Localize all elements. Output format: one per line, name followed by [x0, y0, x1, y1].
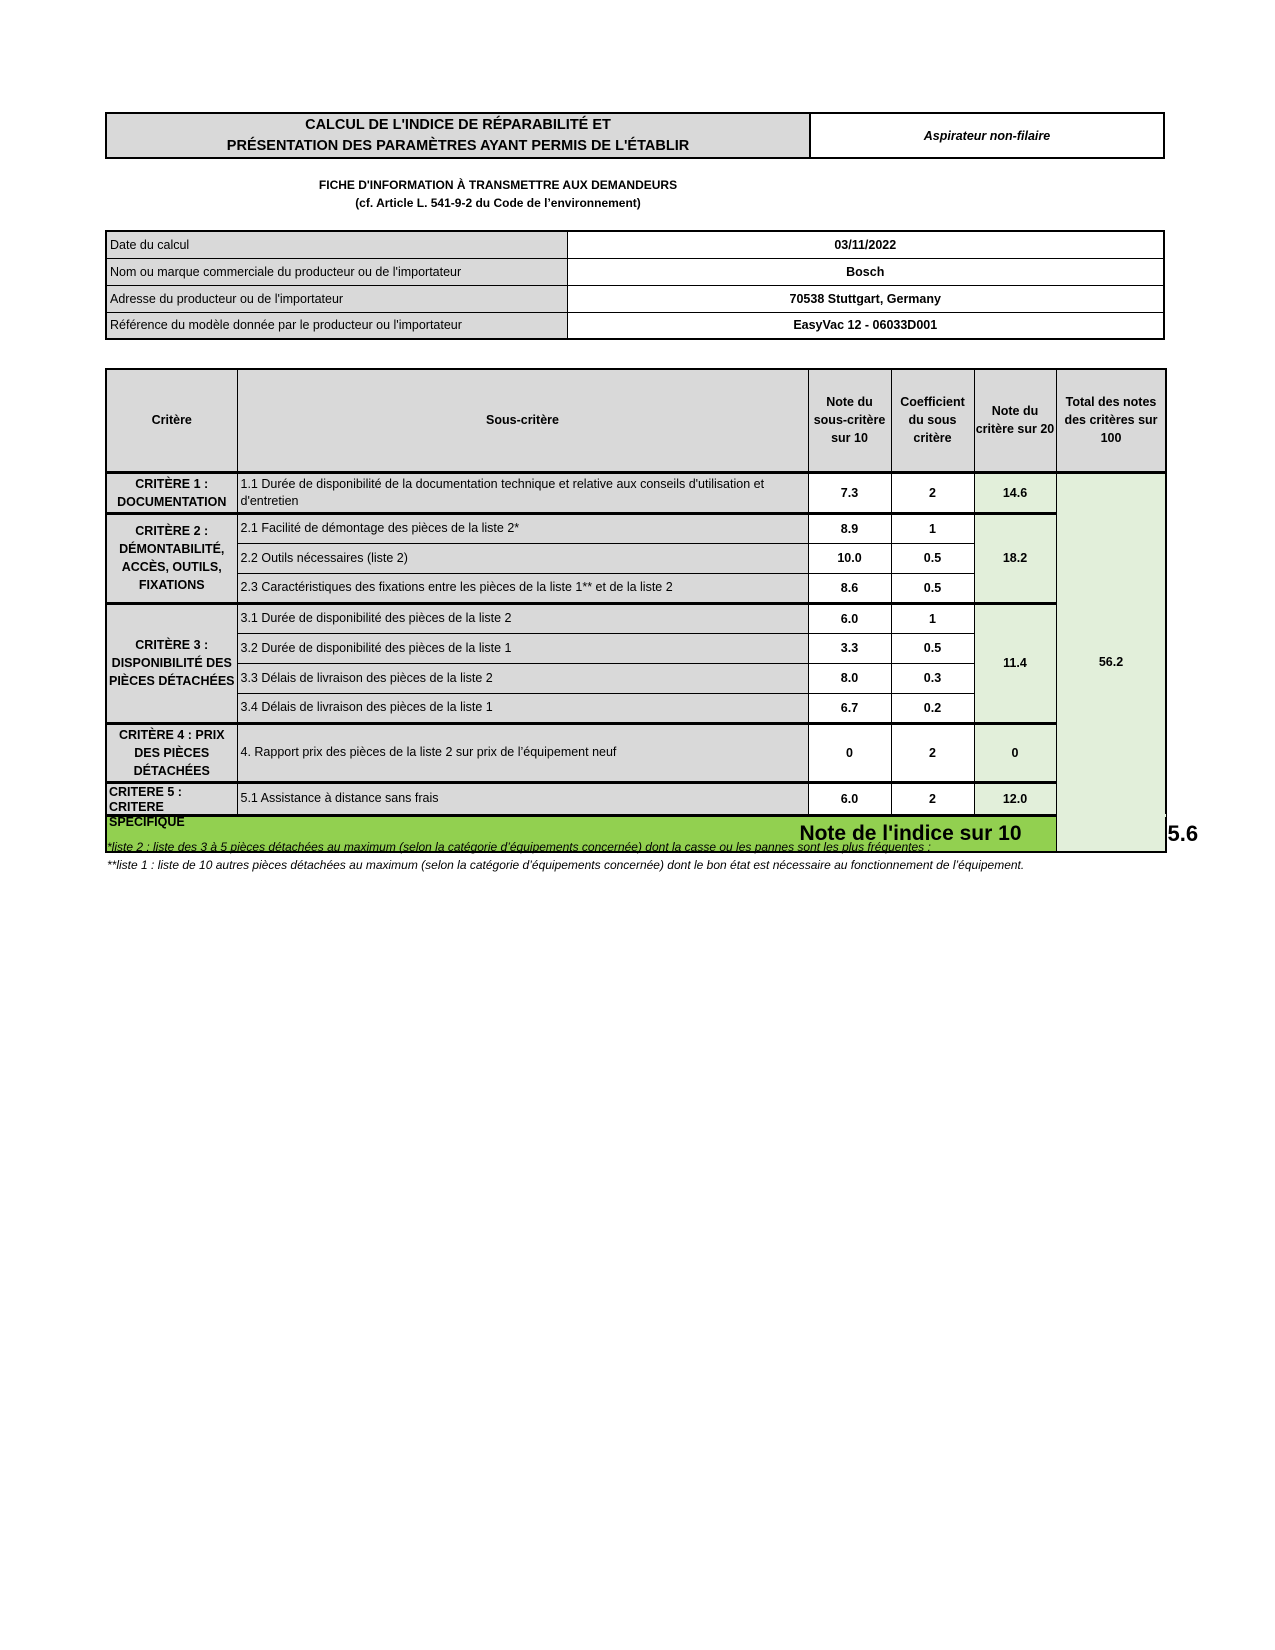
- total-score: 56.2: [1056, 472, 1166, 852]
- info-table: [105, 230, 1165, 340]
- title-line-2: PRÉSENTATION DES PARAMÈTRES AYANT PERMIS DE L'ÉTABLIR: [226, 137, 690, 154]
- header-note-critere: Note du critère sur 20: [974, 369, 1056, 472]
- header-sous-critere: Sous-critère: [237, 369, 808, 472]
- document-title: [107, 114, 811, 157]
- criterion-1-score: 14.6: [974, 472, 1056, 513]
- sub-criterion-note: 10.0: [808, 543, 891, 573]
- sub-criterion-note: 8.0: [808, 663, 891, 693]
- title-box: [105, 112, 1165, 159]
- sub-criterion-note: 8.6: [808, 573, 891, 603]
- sub-criterion-coef: 0.5: [891, 633, 974, 663]
- sub-criterion-label: 2.1 Facilité de démontage des pièces de la liste 2*: [237, 513, 808, 543]
- sub-criterion-coef: 1: [891, 603, 974, 633]
- sub-criterion-coef: 2: [891, 782, 974, 815]
- criterion-3-score: 11.4: [974, 603, 1056, 723]
- sub-criterion-label: 3.4 Délais de livraison des pièces de la liste 1: [237, 693, 808, 723]
- sub-criterion-coef: 2: [891, 723, 974, 782]
- info-row-reference: [106, 312, 1164, 339]
- criterion-1-name: CRITÈRE 1 : DOCUMENTATION: [106, 472, 237, 513]
- info-value: 70538 Stuttgart, Germany: [567, 285, 1164, 312]
- final-score-label: Note de l'indice sur 10: [106, 815, 1056, 852]
- sub-criterion-label: 1.1 Durée de disponibilité de la documentation technique et relative aux conseils d'utilisation et d'entretien: [237, 472, 808, 513]
- sub-criterion-label: 4. Rapport prix des pièces de la liste 2 sur prix de l’équipement neuf: [237, 723, 808, 782]
- sub-criterion-label: 2.2 Outils nécessaires (liste 2): [237, 543, 808, 573]
- sub-criterion-note: 6.0: [808, 603, 891, 633]
- info-value: EasyVac 12 - 06033D001: [567, 312, 1164, 339]
- title-line-1: CALCUL DE L'INDICE DE RÉPARABILITÉ ET: [305, 116, 611, 133]
- product-type: Aspirateur non-filaire: [923, 128, 1051, 143]
- sub-criterion-note: 8.9: [808, 513, 891, 543]
- info-row-address: [106, 285, 1164, 312]
- footnote-liste-2: *liste 2 : liste des 3 à 5 pièces détachées au maximum (selon la catégorie d’équipements concernée) dont la casse ou les pannes sont les plus fréquentes ;: [107, 840, 931, 854]
- table-row: [106, 603, 1166, 633]
- table-row: [106, 472, 1166, 513]
- header-row: [106, 369, 1166, 472]
- header-coefficient: Coefficient du sous critère: [891, 369, 974, 472]
- header-critere: Critère: [106, 369, 237, 472]
- footnote-liste-1: **liste 1 : liste de 10 autres pièces détachées au maximum (selon la catégorie d’équipements concernée) dont le bon état est nécessaire au fonctionnement de l’équipement.: [107, 858, 1025, 872]
- criterion-3-name: CRITÈRE 3 : DISPONIBILITÉ DES PIÈCES DÉTACHÉES: [106, 603, 237, 723]
- header-note-sous-critere: Note du sous-critère sur 10: [808, 369, 891, 472]
- sub-criterion-note: 3.3: [808, 633, 891, 663]
- sub-criterion-label: 3.1 Durée de disponibilité des pièces de la liste 2: [237, 603, 808, 633]
- sub-criterion-label: 2.3 Caractéristiques des fixations entre les pièces de la liste 1** et de la liste 2: [237, 573, 808, 603]
- final-score-row: Note de l'indice sur 10 5.6: [106, 815, 1166, 852]
- criterion-5-name: [106, 782, 237, 829]
- header-total: Total des notes des critères sur 100: [1056, 369, 1166, 472]
- criterion-5-score: 12.0: [974, 782, 1056, 815]
- footnotes: [107, 838, 1024, 874]
- table-row: [106, 513, 1166, 543]
- sub-criterion-label: 3.2 Durée de disponibilité des pièces de la liste 1: [237, 633, 808, 663]
- info-row-brand: [106, 258, 1164, 285]
- table-row: [106, 782, 1166, 815]
- sub-criterion-note: 6.0: [808, 782, 891, 815]
- info-label: Nom ou marque commerciale du producteur ou de l'importateur: [106, 258, 567, 285]
- sub-criterion-note: 7.3: [808, 472, 891, 513]
- info-value: 03/11/2022: [567, 231, 1164, 258]
- sub-criterion-note: 0: [808, 723, 891, 782]
- sub-criterion-coef: 1: [891, 513, 974, 543]
- sub-criterion-coef: 0.5: [891, 543, 974, 573]
- info-label: Date du calcul: [106, 231, 567, 258]
- table-row: [106, 723, 1166, 782]
- sub-criterion-coef: 0.2: [891, 693, 974, 723]
- info-label: Adresse du producteur ou de l'importateur: [106, 285, 567, 312]
- criterion-2-name: CRITÈRE 2 : DÉMONTABILITÉ, ACCÈS, OUTILS, FIXATIONS: [106, 513, 237, 603]
- info-value: Bosch: [567, 258, 1164, 285]
- criterion-4-score: 0: [974, 723, 1056, 782]
- sub-criterion-note: 6.7: [808, 693, 891, 723]
- subtitle-line-2: (cf. Article L. 541-9-2 du Code de l’environnement): [355, 196, 641, 210]
- subtitle-line-1: FICHE D'INFORMATION À TRANSMETTRE AUX DEMANDEURS: [318, 178, 678, 192]
- sub-criterion-coef: 0.5: [891, 573, 974, 603]
- sub-criterion-label: 3.3 Délais de livraison des pièces de la liste 2: [237, 663, 808, 693]
- sub-criterion-coef: 0.3: [891, 663, 974, 693]
- criterion-5-label: CRITERE 5 : CRITERE SPÉCIFIQUE: [109, 784, 185, 829]
- criterion-4-name: CRITÈRE 4 : PRIX DES PIÈCES DÉTACHÉES: [106, 723, 237, 782]
- info-row-date: [106, 231, 1164, 258]
- info-label: Référence du modèle donnée par le producteur ou l'importateur: [106, 312, 567, 339]
- subtitle: [105, 176, 891, 212]
- criterion-2-score: 18.2: [974, 513, 1056, 603]
- sub-criterion-label: 5.1 Assistance à distance sans frais: [237, 782, 808, 815]
- score-table: [105, 368, 1199, 853]
- sub-criterion-coef: 2: [891, 472, 974, 513]
